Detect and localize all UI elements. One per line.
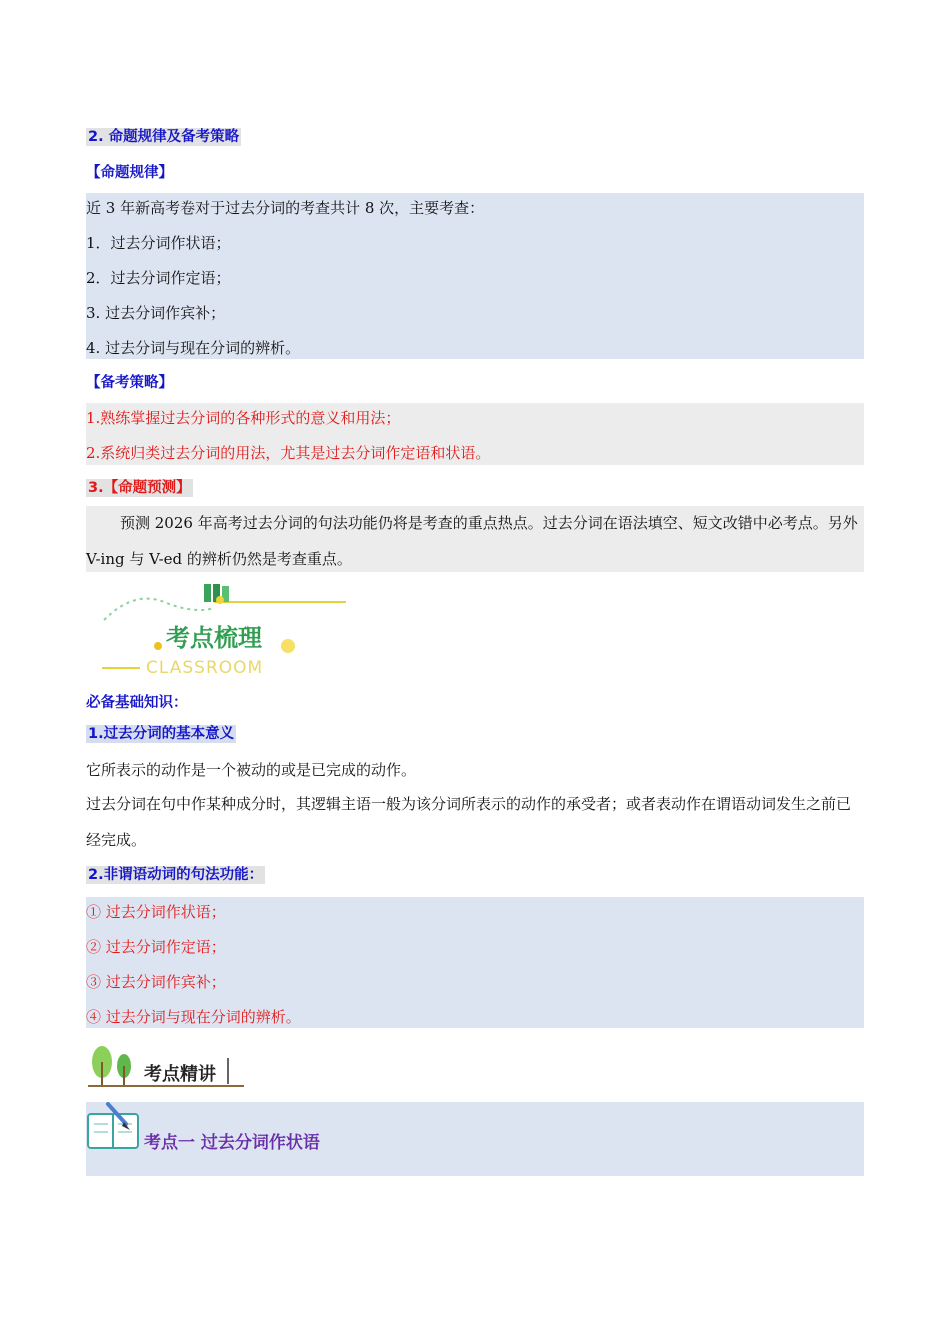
strategy-item: 1.熟练掌握过去分词的各种形式的意义和用法； (86, 409, 401, 427)
classroom-banner (94, 580, 356, 680)
meaning-title: 1.过去分词的基本意义 (88, 726, 235, 742)
basics-label: 必备基础知识： (86, 695, 188, 711)
prediction-text: 预测 2026 年高考过去分词的句法功能仍将是考查的重点热点。过去分词在语法填空、短文改错中必考点。另外 V-ing 与 V-ed 的辨析仍然是考查重点。 (86, 514, 858, 568)
banner-title: 考点梳理 (166, 624, 262, 652)
rule-item: 2．过去分词作定语； (86, 269, 231, 287)
prediction-block (86, 506, 864, 572)
book-pencil-icon (86, 1102, 146, 1162)
jingjiang-banner (88, 1044, 248, 1090)
rule-item: 3. 过去分词作宾补； (86, 304, 226, 322)
kaodian-title: 考点一 过去分词作状语 (144, 1133, 320, 1153)
section-2-title: 2. 命题规律及备考策略 (88, 129, 240, 145)
function-item: ② 过去分词作定语； (86, 938, 226, 956)
strategy-block (86, 403, 864, 465)
strategy-item: 2.系统归类过去分词的用法，尤其是过去分词作定语和状语。 (86, 444, 491, 462)
banner2-title: 考点精讲 (144, 1064, 216, 1085)
rule-block (86, 193, 864, 359)
kaodian-bar (86, 1102, 864, 1176)
rule-intro: 近 3 年新高考卷对于过去分词的考查共计 8 次，主要考查： (86, 199, 485, 217)
rule-label: 【命题规律】 (86, 165, 173, 181)
strategy-label: 【备考策略】 (86, 375, 173, 391)
rule-item: 4. 过去分词与现在分词的辨析。 (86, 339, 301, 357)
meaning-paragraph: 过去分词在句中作某种成分时，其逻辑主语一般为该分词所表示的动作的承受者；或者表动作在谓语动词发生之前已经完成。 (86, 795, 852, 849)
function-block (86, 897, 864, 1028)
banner-subtitle: CLASSROOM (146, 658, 264, 678)
function-item: ③ 过去分词作宾补； (86, 973, 226, 991)
function-title: 2.非谓语动词的句法功能： (88, 867, 264, 883)
function-item: ④ 过去分词与现在分词的辨析。 (86, 1008, 301, 1026)
section-3-title: 3.【命题预测】 (88, 480, 191, 496)
meaning-line: 它所表示的动作是一个被动的或是已完成的动作。 (86, 761, 417, 779)
function-item: ① 过去分词作状语； (86, 903, 226, 921)
rule-item: 1．过去分词作状语； (86, 234, 231, 252)
